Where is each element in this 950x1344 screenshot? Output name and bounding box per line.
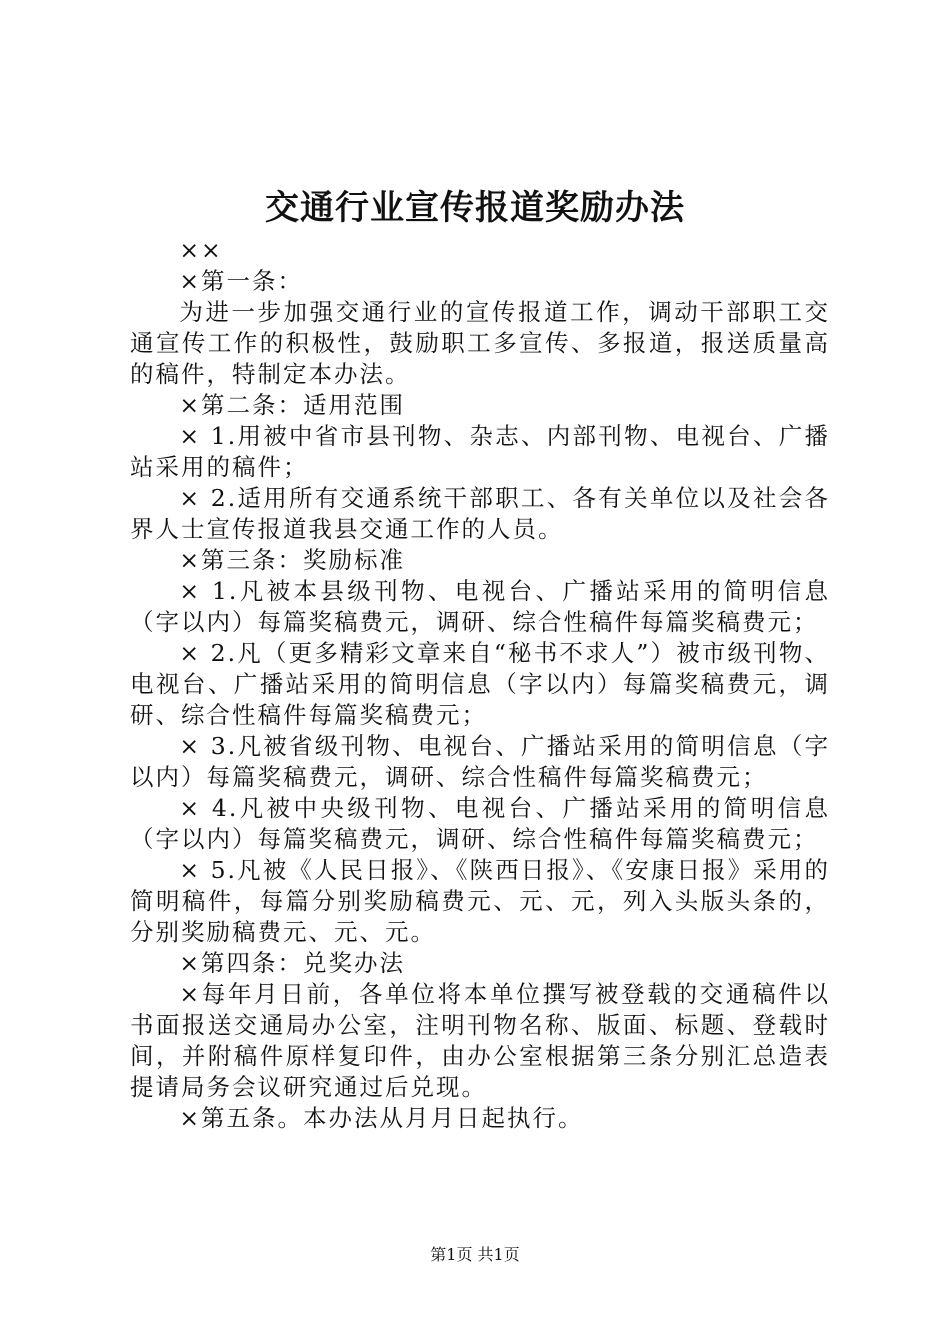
paragraph: × 2.凡（更多精彩文章来自“秘书不求人”）被市级刊物、电视台、广播站采用的简明信息（字以内）每篇奖稿费元，调研、综合性稿件每篇奖稿费元；: [130, 639, 830, 729]
paragraph: ×第一条：: [179, 267, 304, 295]
paragraph: ×第二条：适用范围: [179, 391, 406, 419]
paragraph: ×第三条：奖励标准: [179, 546, 406, 574]
document-body: [130, 235, 830, 1134]
paragraph: ××: [179, 236, 223, 264]
paragraph: ×第五条。本办法从月月日起执行。: [179, 1104, 584, 1132]
paragraph: × 2.适用所有交通系统干部职工、各有关单位以及社会各界人士宣传报道我县交通工作的人员。: [130, 484, 830, 543]
paragraph: × 1.用被中省市县刊物、杂志、内部刊物、电视台、广播站采用的稿件；: [130, 422, 830, 481]
page-footer: 第1页 共1页: [430, 1245, 520, 1264]
paragraph: × 5.凡被《人民日报》、《陕西日报》、《安康日报》采用的简明稿件，每篇分别奖励稿费元、元、元，列入头版头条的，分别奖励稿费元、元、元。: [130, 856, 830, 946]
paragraph: 为进一步加强交通行业的宣传报道工作，调动干部职工交通宣传工作的积极性，鼓励职工多宣传、多报道，报送质量高的稿件，特制定本办法。: [130, 298, 830, 388]
paragraph: × 4.凡被中央级刊物、电视台、广播站采用的简明信息（字以内）每篇奖稿费元，调研、综合性稿件每篇奖稿费元；: [130, 794, 830, 853]
document-title: 交通行业宣传报道奖励办法: [265, 188, 685, 228]
paragraph: ×第四条：兑奖办法: [179, 949, 406, 977]
paragraph: × 1.凡被本县级刊物、电视台、广播站采用的简明信息（字以内）每篇奖稿费元，调研、综合性稿件每篇奖稿费元；: [130, 577, 830, 636]
paragraph: ×每年月日前，各单位将本单位撰写被登载的交通稿件以书面报送交通局办公室，注明刊物名称、版面、标题、登载时间，并附稿件原样复印件，由办公室根据第三条分别汇总造表提请局务会议研究通过后兑现。: [130, 980, 830, 1101]
paragraph: × 3.凡被省级刊物、电视台、广播站采用的简明信息（字以内）每篇奖稿费元，调研、综合性稿件每篇奖稿费元；: [130, 732, 830, 791]
